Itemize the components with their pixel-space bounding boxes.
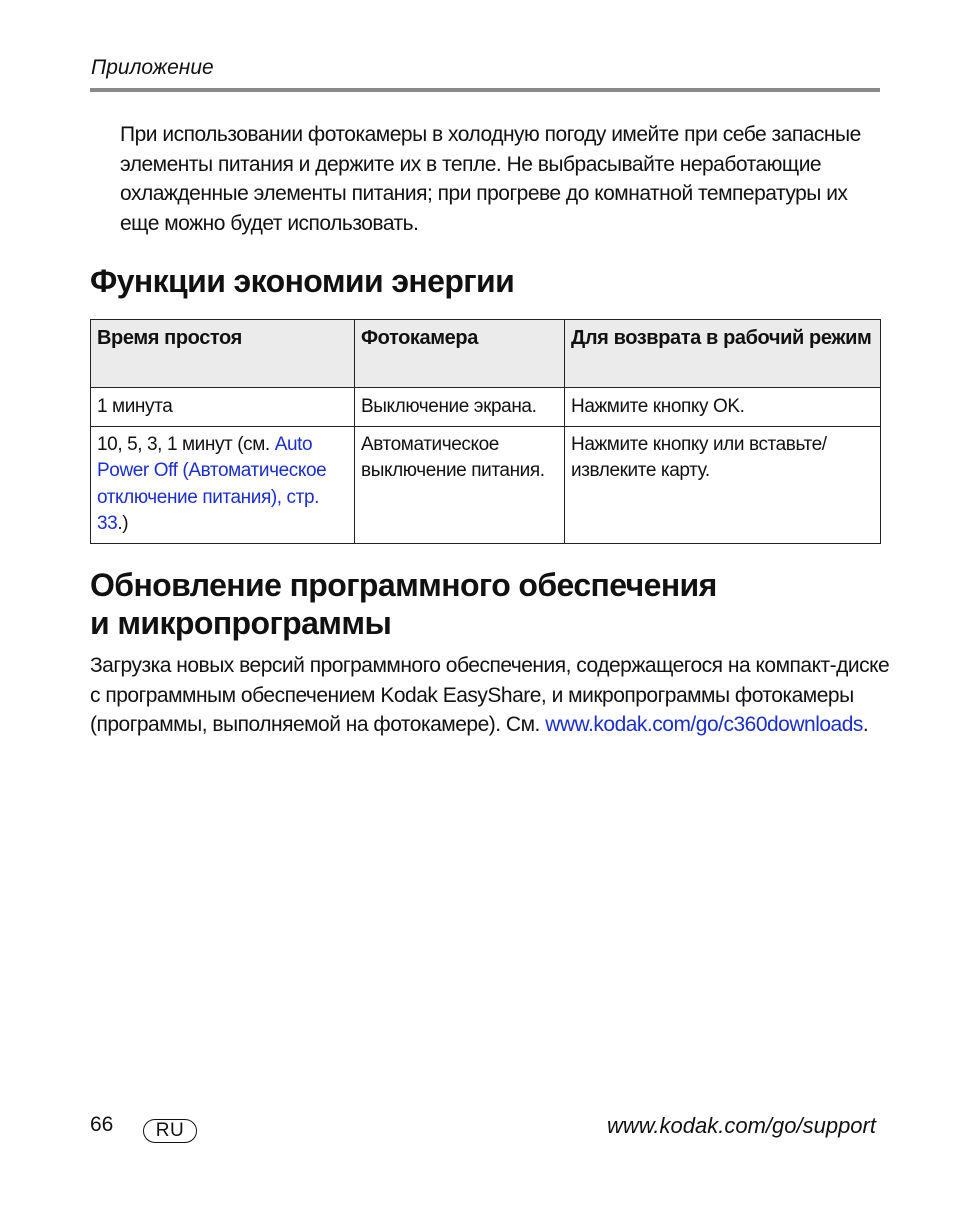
section-label: Приложение [91,56,214,79]
restore-action-cell: Нажмите кнопку OK. [565,388,881,427]
idle-time-cell: 1 минута [91,388,355,427]
paragraph-line: элементы питания и держите их в тепле. Не выбрасывайте неработающие [120,152,822,176]
idle-time-cell [91,426,355,543]
paragraph-line: еще можно будет использовать. [120,211,419,235]
table-row [91,388,881,427]
paragraph-line: При использовании фотокамеры в холодную погоду имейте при себе запасные [120,123,861,146]
power-saving-heading: Функции экономии энергии [90,263,515,299]
header-divider [90,88,880,92]
software-update-heading [90,566,850,642]
camera-action-cell: Выключение экрана. [355,388,565,427]
paragraph-text: Загрузка новых версий программного обеспечения, содержащегося на компакт-диске с программным обеспечением Kodak EasyShare, и микропрограммы фотокамеры (программы, выполняемой на фотокамере). См. [90,654,890,736]
column-header-camera: Фотокамера [355,320,565,388]
idle-time-suffix: .) [117,513,129,534]
language-badge: RU [143,1119,197,1143]
table-header-row [91,320,881,388]
idle-time-text: 10, 5, 3, 1 минут (см. [97,433,275,455]
heading-line: и микропрограммы [90,605,392,641]
heading-line: Обновление программного обеспечения [90,567,717,603]
power-saving-table [90,319,881,544]
auto-power-off-link[interactable]: Auto Power Off (Автоматическое отключение питания), стр. 33 [97,433,327,534]
paragraph-line: охлажденные элементы питания; при прогреве до комнатной температуры их [120,182,848,205]
column-header-idle-time: Время простоя [91,320,355,388]
cold-weather-paragraph [120,120,890,238]
support-url[interactable]: www.kodak.com/go/support [606,1113,876,1138]
downloads-link[interactable]: www.kodak.com/go/c360downloads [545,713,863,736]
page-number: 66 [90,1113,114,1136]
software-update-paragraph [90,651,890,740]
table-row [91,426,881,543]
restore-action-cell: Нажмите кнопку или вставьте/извлеките карту. [565,426,881,543]
camera-action-cell: Автоматическое выключение питания. [355,426,565,543]
column-header-restore: Для возврата в рабочий режим [565,320,881,388]
paragraph-end: . [862,713,869,736]
